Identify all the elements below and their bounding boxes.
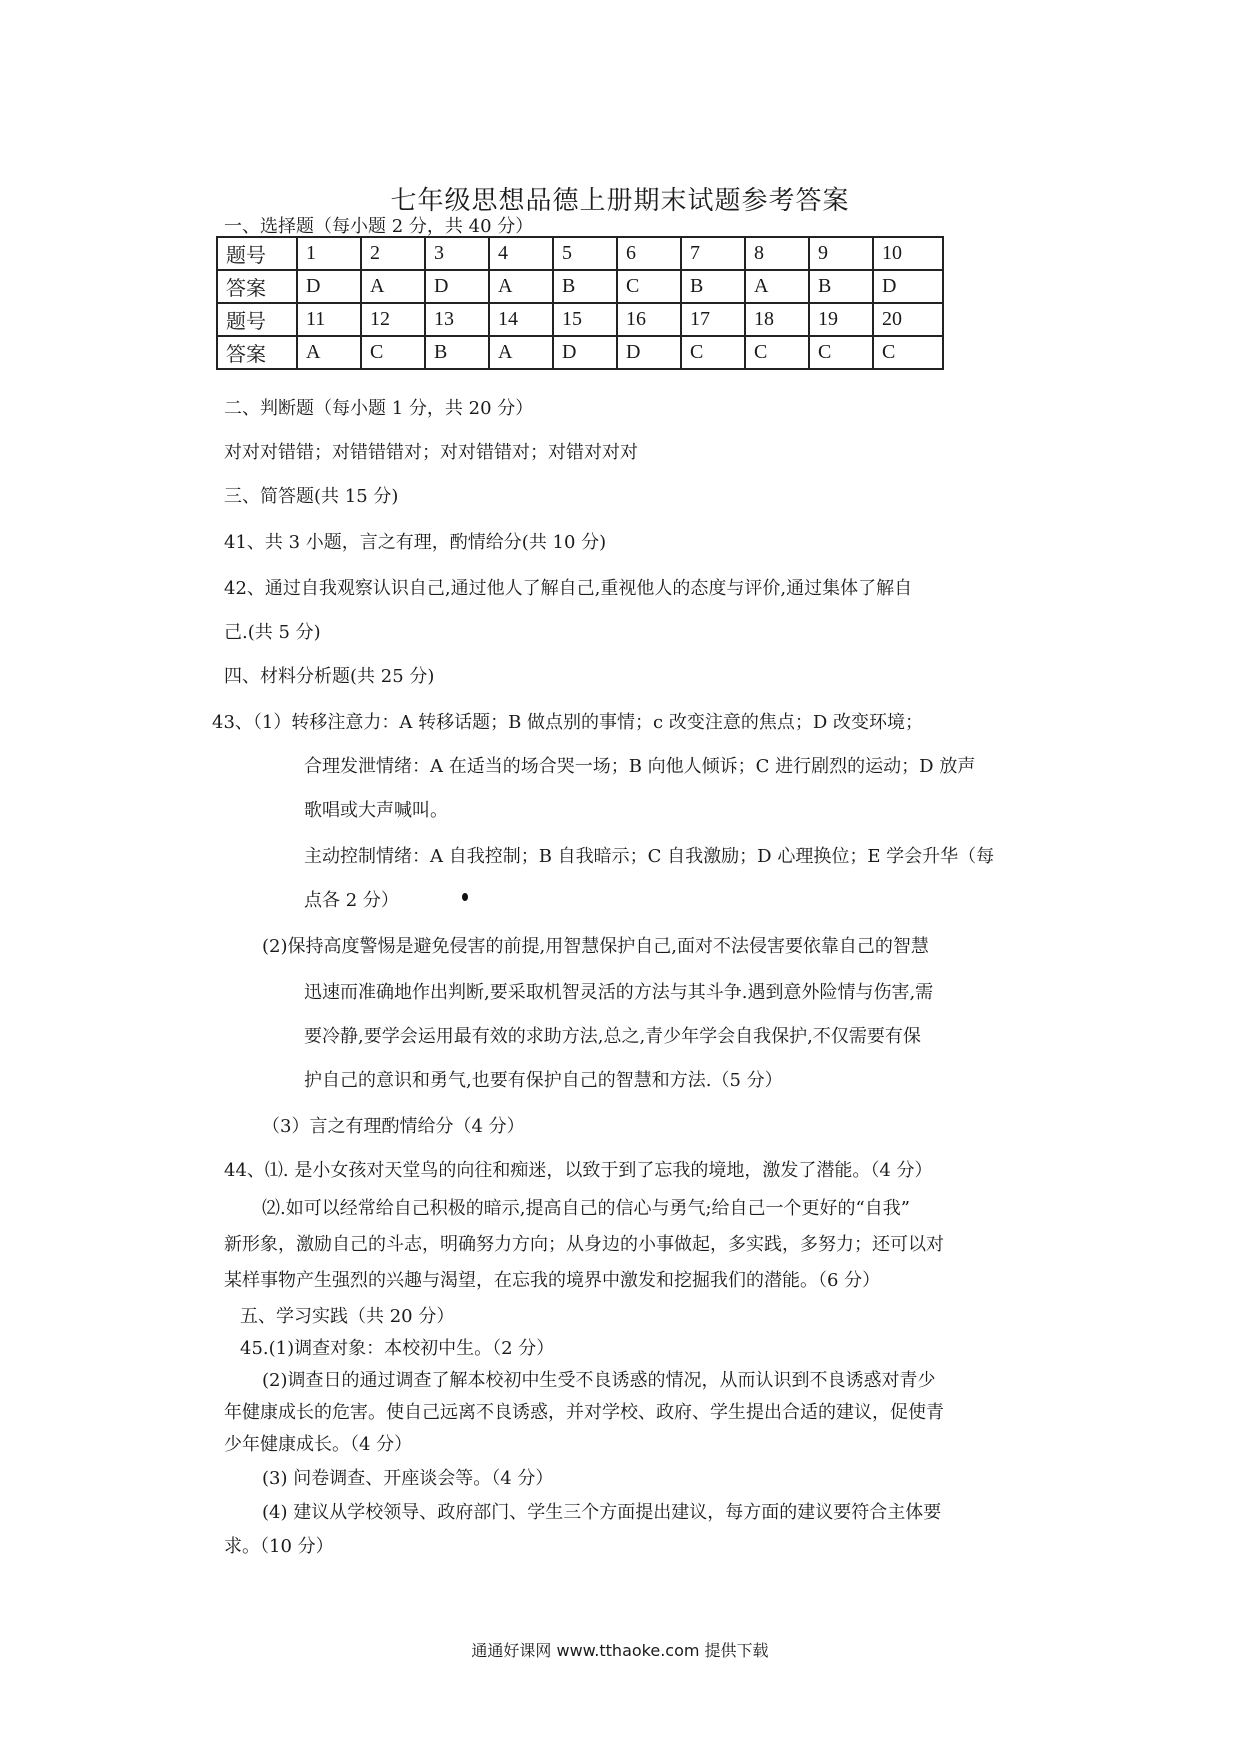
answer-table-cell: 9 (809, 237, 873, 270)
q43-1-line2: 合理发泄情绪：A 在适当的场合哭一场；B 向他人倾诉；C 进行剧烈的运动；D 放声 (304, 756, 976, 777)
answer-table-cell: D (297, 270, 361, 303)
answer-table-cell: 20 (873, 303, 943, 336)
answer-table-cell: 7 (681, 237, 745, 270)
q43-2-line1: (2)保持高度警惕是避免侵害的前提,用智慧保护自己,面对不法侵害要依靠自己的智慧 (262, 936, 929, 957)
answer-table-cell: 8 (745, 237, 809, 270)
answer-table-cell: C (361, 336, 425, 369)
page-title: 七年级思想品德上册期末试题参考答案 (390, 186, 850, 216)
answer-table-cell: D (553, 336, 617, 369)
answer-table-cell: A (297, 336, 361, 369)
q45-3-text: (3) 问卷调查、开座谈会等。（4 分） (262, 1468, 554, 1489)
answer-table-cell: 18 (745, 303, 809, 336)
answer-table-cell: 11 (297, 303, 361, 336)
answer-table-cell: A (361, 270, 425, 303)
q45-4-line2: 求。（10 分） (224, 1536, 334, 1557)
q43-1-line4: 主动控制情绪：A 自我控制；B 自我暗示；C 自我激励；D 心理换位；E 学会升华（每 (304, 846, 995, 867)
q44-1-text: 44、⑴. 是小女孩对天堂鸟的向往和痴迷，以致于到了忘我的境地，激发了潜能。（4 分） (224, 1160, 933, 1181)
answer-table-cell: C (617, 270, 681, 303)
answer-table-row-label: 题号 (217, 303, 297, 336)
answer-table-cell: D (425, 270, 489, 303)
q43-2-line4: 护自己的意识和勇气,也要有保护自己的智慧和方法.（5 分） (304, 1070, 783, 1091)
answer-table-cell: C (873, 336, 943, 369)
answer-table-cell: 1 (297, 237, 361, 270)
q43-3-text: （3）言之有理酌情给分（4 分） (262, 1116, 525, 1137)
q41-text: 41、共 3 小题，言之有理，酌情给分(共 10 分) (224, 532, 607, 553)
answer-table-cell: D (617, 336, 681, 369)
section2-heading: 二、判断题（每小题 1 分，共 20 分） (224, 398, 534, 419)
answer-table-row (217, 303, 943, 336)
q43-2-line2: 迅速而准确地作出判断,要采取机智灵活的方法与其斗争.遇到意外险情与伤害,需 (304, 982, 934, 1003)
answer-table-cell: 19 (809, 303, 873, 336)
answer-table-row (217, 237, 943, 270)
answer-table-cell: 10 (873, 237, 943, 270)
answer-table-cell: B (553, 270, 617, 303)
section1-heading: 一、选择题（每小题 2 分，共 40 分） (224, 216, 534, 237)
answer-table-cell: 4 (489, 237, 553, 270)
answer-table-cell: 12 (361, 303, 425, 336)
section4-heading: 四、材料分析题(共 25 分) (224, 666, 435, 687)
q45-1-text: 45.(1)调查对象：本校初中生。（2 分） (240, 1338, 555, 1359)
answer-table-cell: B (425, 336, 489, 369)
answer-table-cell: C (809, 336, 873, 369)
answer-table-cell: 5 (553, 237, 617, 270)
q43-1-line5: 点各 2 分） (304, 890, 399, 911)
answer-table-cell: B (681, 270, 745, 303)
answer-table-cell: B (809, 270, 873, 303)
answer-table-row-label: 答案 (217, 336, 297, 369)
page-footer: 通通好课网 www.tthaoke.com 提供下载 (471, 1641, 769, 1660)
answer-table-cell: 16 (617, 303, 681, 336)
section2-answer: 对对对错错；对错错错对；对对错错对；对错对对对 (224, 442, 638, 463)
answer-table-cell: C (681, 336, 745, 369)
q42-text-line2: 己.(共 5 分) (224, 622, 321, 643)
q45-2-line1: (2)调查日的通过调查了解本校初中生受不良诱惑的情况，从而认识到不良诱惑对青少 (262, 1370, 936, 1391)
answer-table-cell: A (489, 270, 553, 303)
answer-table-cell: 17 (681, 303, 745, 336)
q45-2-line3: 少年健康成长。（4 分） (224, 1434, 413, 1455)
q45-2-line2: 年健康成长的危害。使自己远离不良诱惑，并对学校、政府、学生提出合适的建议，促使青 (224, 1402, 944, 1423)
q43-1-line1: 43、（1）转移注意力：A 转移话题；B 做点别的事情；c 改变注意的焦点；D 改变环境； (212, 712, 923, 733)
answer-table-cell: 13 (425, 303, 489, 336)
answer-table-cell: D (873, 270, 943, 303)
answer-table-cell: 15 (553, 303, 617, 336)
section3-heading: 三、简答题(共 15 分) (224, 486, 399, 507)
q42-text-line1: 42、通过自我观察认识自己,通过他人了解自己,重视他人的态度与评价,通过集体了解自 (224, 578, 913, 599)
ink-dot (462, 893, 468, 901)
q44-2-line3: 某样事物产生强烈的兴趣与渴望，在忘我的境界中激发和挖掘我们的潜能。（6 分） (224, 1270, 881, 1291)
q43-2-line3: 要冷静,要学会运用最有效的求助方法,总之,青少年学会自我保护,不仅需要有保 (304, 1026, 921, 1047)
answer-table-row-label: 题号 (217, 237, 297, 270)
answer-table-cell: 3 (425, 237, 489, 270)
answer-table-cell: 14 (489, 303, 553, 336)
answer-table-cell: 2 (361, 237, 425, 270)
answer-table-cell: 6 (617, 237, 681, 270)
answer-table (216, 236, 944, 370)
answer-table-cell: A (745, 270, 809, 303)
q43-1-line3: 歌唱或大声喊叫。 (304, 800, 448, 821)
answer-table-row (217, 270, 943, 303)
q44-2-line1: ⑵.如可以经常给自己积极的暗示,提高自己的信心与勇气;给自己一个更好的“自我” (262, 1198, 910, 1219)
q45-4-line1: (4) 建议从学校领导、政府部门、学生三个方面提出建议，每方面的建议要符合主体要 (262, 1502, 942, 1523)
answer-table-row (217, 336, 943, 369)
answer-table-row-label: 答案 (217, 270, 297, 303)
q44-2-line2: 新形象，激励自己的斗志，明确努力方向；从身边的小事做起，多实践，多努力；还可以对 (224, 1234, 944, 1255)
answer-table-cell: C (745, 336, 809, 369)
section5-heading: 五、学习实践（共 20 分） (240, 1306, 455, 1327)
answer-table-cell: A (489, 336, 553, 369)
